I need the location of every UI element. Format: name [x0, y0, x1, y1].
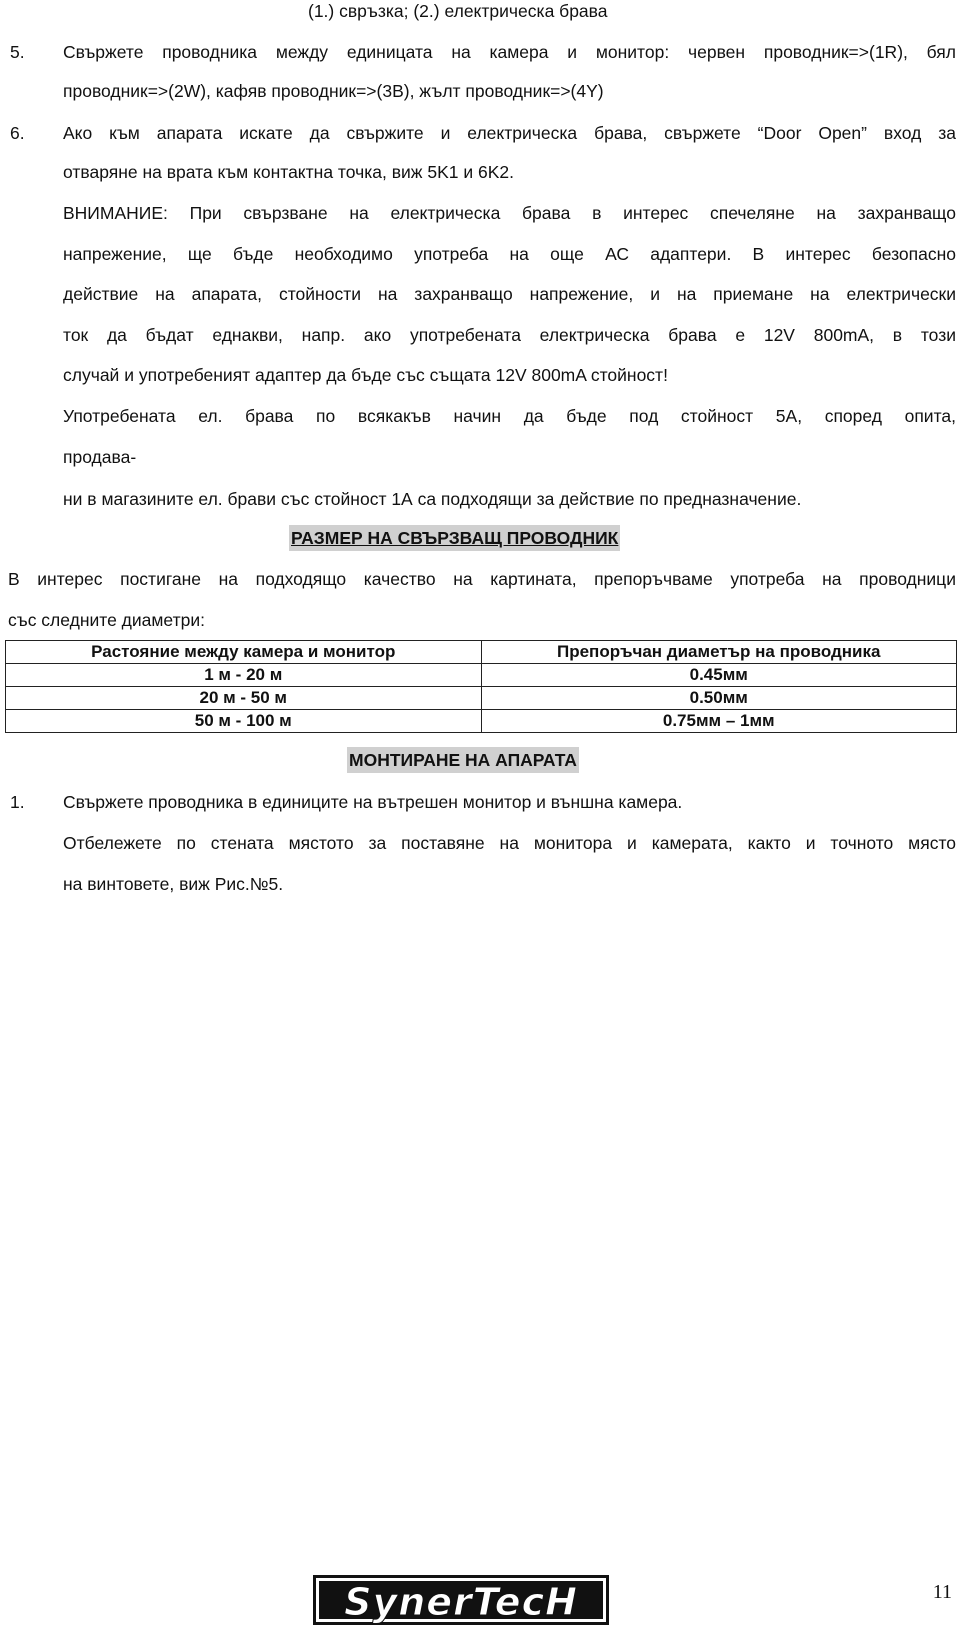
warning-line-8: ни в магазините ел. брави със стойност 1А са подходящи за действие по предназначение. [63, 489, 802, 509]
synertech-logo [311, 1573, 611, 1627]
section-heading-mounting: МОНТИРАНЕ НА АПАРАТА [347, 747, 579, 773]
warning-line-1: ВНИМАНИЕ: При свързване на електрическа брава в интерес спечеляне на захранващо [63, 203, 956, 223]
table-cell: 0.50мм [481, 687, 957, 710]
warning-line-2: напрежение, ще бъде необходимо употреба на още АС адаптери. В интерес безопасно [63, 244, 956, 264]
table-row [6, 710, 957, 733]
top-caption: (1.) свръзка; (2.) електрическа брава [308, 1, 608, 21]
section-heading-wire-size: РАЗМЕР НА СВЪРЗВАЩ ПРОВОДНИК [289, 525, 620, 551]
wire-diameter-table [5, 640, 957, 733]
item-number: 5. [10, 42, 25, 62]
warning-line-7: продава- [63, 447, 137, 467]
mount-item-1-line-2: Отбележете по стената мястото за поставяне на монитора и камерата, както и точното място [63, 833, 956, 853]
wire-intro-line-1: В интерес постигане на подходящо качество на картината, препоръчваме употреба на проводници [8, 569, 956, 589]
warning-line-3: действие на апарата, стойности на захранващо напрежение, и на приемане на електрически [63, 284, 956, 304]
table-cell: 20 м - 50 м [6, 687, 482, 710]
table-row [6, 687, 957, 710]
table-cell: 0.45мм [481, 664, 957, 687]
table-header-cell: Препоръчан диаметър на проводника [481, 641, 957, 664]
warning-line-6: Употребената ел. брава по всякакъв начин да бъде под стойност 5А, според опита, [63, 406, 956, 426]
mount-item-1-line-1: Свържете проводника в единиците на вътрешен монитор и външна камера. [63, 792, 683, 812]
wire-intro-line-2: със следните диаметри: [8, 610, 205, 630]
warning-line-5: случай и употребеният адаптер да бъде със същата 12V 800mA стойност! [63, 365, 668, 385]
item-6-line-1: Ако към апарата искате да свържите и електрическа брава, свържете “Door Open” вход за [63, 123, 956, 143]
mount-item-1-line-3: на винтовете, виж Рис.№5. [63, 874, 284, 894]
item-5-line-2: проводник=>(2W), кафяв проводник=>(3B), жълт проводник=>(4Y) [63, 81, 604, 101]
table-row [6, 664, 957, 687]
logo-text: SynerTecH [344, 1580, 578, 1624]
table-cell: 0.75мм – 1мм [481, 710, 957, 733]
item-number: 6. [10, 123, 25, 143]
table-header-row [6, 641, 957, 664]
page-number: 11 [932, 1581, 952, 1603]
table-header-cell: Растояние между камера и монитор [6, 641, 482, 664]
table-cell: 50 м - 100 м [6, 710, 482, 733]
table-cell: 1 м - 20 м [6, 664, 482, 687]
item-5-line-1: Свържете проводника между единицата на камера и монитор: червен проводник=>(1R), бял [63, 42, 956, 62]
item-number: 1. [10, 792, 25, 812]
warning-line-4: ток да бъдат еднакви, напр. ако употребената електрическа брава е 12V 800mA, в този [63, 325, 956, 345]
item-6-line-2: отваряне на врата към контактна точка, виж 5K1 и 6K2. [63, 162, 514, 182]
